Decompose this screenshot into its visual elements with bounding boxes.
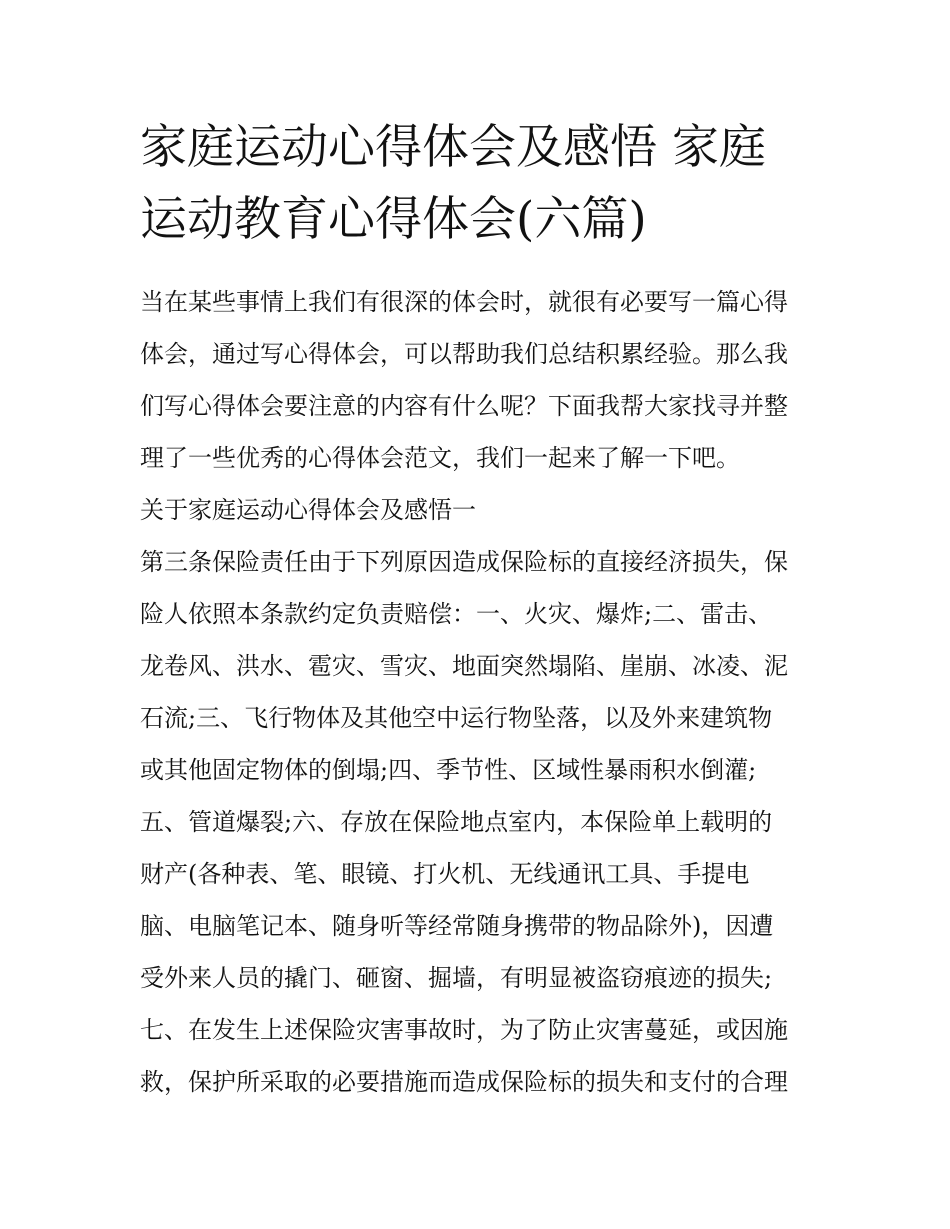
document-title — [140, 112, 820, 256]
document-body — [140, 276, 820, 1108]
paragraph-line: 第三条保险责任由于下列原因造成保险标的直接经济损失，保 — [140, 548, 788, 576]
paragraph-line: 救，保护所采取的必要措施而造成保险标的损失和支付的合理 — [140, 1068, 788, 1096]
title-line: 家庭运动心得体会及感悟 家庭 — [140, 120, 766, 175]
paragraph-line: 脑、电脑笔记本、随身听等经常随身携带的物品除外)，因遭 — [140, 912, 774, 940]
paragraph-line: 五、管道爆裂;六、存放在保险地点室内，本保险单上载明的 — [140, 808, 773, 836]
paragraph-line: 受外来人员的撬门、砸窗、掘墙，有明显被盗窃痕迹的损失; — [140, 964, 773, 992]
paragraph-line: 龙卷风、洪水、雹灾、雪灾、地面突然塌陷、崖崩、冰凌、泥 — [140, 652, 788, 680]
intro-line: 当在某些事情上我们有很深的体会时，就很有必要写一篇心得 — [140, 288, 788, 316]
title-line: 运动教育心得体会(六篇) — [140, 192, 647, 247]
intro-line: 体会，通过写心得体会，可以帮助我们总结积累经验。那么我 — [140, 340, 788, 368]
intro-line: 们写心得体会要注意的内容有什么呢？下面我帮大家找寻并整 — [140, 392, 788, 420]
paragraph-line: 险人依照本条款约定负责赔偿：一、火灾、爆炸;二、雷击、 — [140, 600, 773, 628]
paragraph-line: 财产(各种表、笔、眼镜、打火机、无线通讯工具、手提电 — [140, 860, 750, 888]
paragraph-line: 或其他固定物体的倒塌;四、季节性、区域性暴雨积水倒灌; — [140, 756, 757, 784]
paragraph-line: 石流;三、飞行物体及其他空中运行物坠落，以及外来建筑物 — [140, 704, 773, 732]
section-heading: 关于家庭运动心得体会及感悟一 — [140, 496, 476, 524]
paragraph-line: 七、在发生上述保险灾害事故时，为了防止灾害蔓延，或因施 — [140, 1016, 788, 1044]
intro-line: 理了一些优秀的心得体会范文，我们一起来了解一下吧。 — [140, 444, 740, 472]
